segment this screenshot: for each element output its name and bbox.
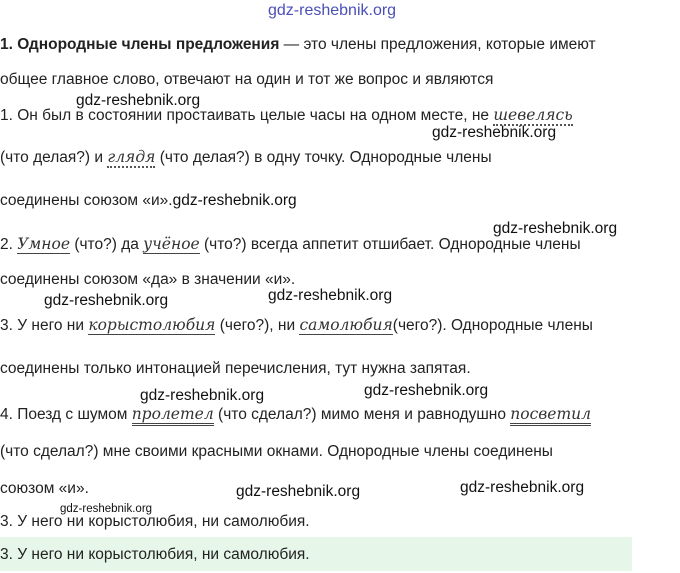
ex1-word-glyadya: глядя bbox=[107, 148, 156, 166]
watermark: gdz-reshebnik.org bbox=[432, 124, 557, 141]
watermark: gdz-reshebnik.org bbox=[268, 287, 393, 304]
watermark-small: gdz-reshebnik.org bbox=[60, 503, 153, 515]
ex4-line-2: (что сделал?) мне своими красными окнами. Однородные члены соединены bbox=[0, 443, 553, 460]
ex3-word-samolyubiya: самолюбия bbox=[299, 316, 393, 334]
intro-term: 1. Однородные члены предложения bbox=[0, 36, 280, 53]
ex2-line-1 bbox=[0, 235, 581, 254]
ex2-line-2: соединены союзом «да» в значении «и». bbox=[0, 271, 296, 288]
ex4-word-proletel: пролетел bbox=[132, 405, 214, 426]
watermark: gdz-reshebnik.org bbox=[236, 483, 361, 500]
ex3-line-2: соединены только интонацией перечисления, тут нужна запятая. bbox=[0, 360, 471, 377]
watermark: gdz-reshebnik.org bbox=[76, 92, 201, 109]
ex3-line-1 bbox=[0, 316, 593, 335]
ex1-word-shevelyas: шевелясь bbox=[493, 106, 573, 124]
ex3-word-korystolyubiya: корыстолюбия bbox=[88, 316, 216, 334]
ex1-question-2: (что делая?) в одну точку. Однородные члены bbox=[155, 149, 492, 166]
ex4-text: 4. Поезд с шумом bbox=[0, 406, 132, 423]
answer-plain: 3. У него ни корыстолюбия, ни самолюбия. bbox=[0, 513, 310, 530]
ex2-word-uchenoe: учёное bbox=[143, 235, 200, 253]
ex3-text: 3. У него ни bbox=[0, 317, 89, 334]
watermark: gdz-reshebnik.org bbox=[364, 382, 489, 399]
ex4-line-3: союзом «и». bbox=[0, 480, 89, 497]
ex2-number: 2. bbox=[0, 236, 18, 253]
ex3-rest: (чего?). Однородные члены bbox=[392, 317, 593, 334]
ex4-line-1 bbox=[0, 405, 591, 424]
answer-highlighted: 3. У него ни корыстолюбия, ни самолюбия. bbox=[0, 546, 310, 563]
ex1-line-2 bbox=[0, 148, 492, 167]
intro-definition-1: — это члены предложения, которые имеют bbox=[279, 36, 596, 53]
ex1-line-1 bbox=[0, 106, 573, 125]
intro-line-2: общее главное слово, отвечают на один и тот же вопрос и являются bbox=[0, 71, 494, 88]
watermark: gdz-reshebnik.org bbox=[172, 192, 297, 209]
ex1-text: 1. Он был в состоянии простаивать целые часы на одном месте, не bbox=[0, 107, 494, 124]
ex1-line-3 bbox=[0, 192, 297, 210]
ex3-question-1: (чего?), ни bbox=[215, 317, 300, 334]
intro-line-1 bbox=[0, 36, 596, 54]
ex4-question-1: (что сделал?) мимо меня и равнодушно bbox=[213, 406, 511, 423]
watermark: gdz-reshebnik.org bbox=[493, 220, 618, 237]
watermark-top: gdz-reshebnik.org bbox=[268, 2, 397, 19]
watermark: gdz-reshebnik.org bbox=[460, 479, 585, 496]
ex1-question-1: (что делая?) и bbox=[0, 149, 108, 166]
ex1-conclusion: соединены союзом «и». bbox=[0, 192, 173, 209]
watermark: gdz-reshebnik.org bbox=[44, 292, 169, 309]
ex2-word-umnoe: Умное bbox=[17, 235, 71, 253]
watermark: gdz-reshebnik.org bbox=[140, 387, 265, 404]
ex4-word-posvetil: посветил bbox=[510, 405, 591, 426]
ex2-question-1: (что?) да bbox=[70, 236, 144, 253]
ex2-rest: (что?) всегда аппетит отшибает. Однородные члены bbox=[199, 236, 581, 253]
